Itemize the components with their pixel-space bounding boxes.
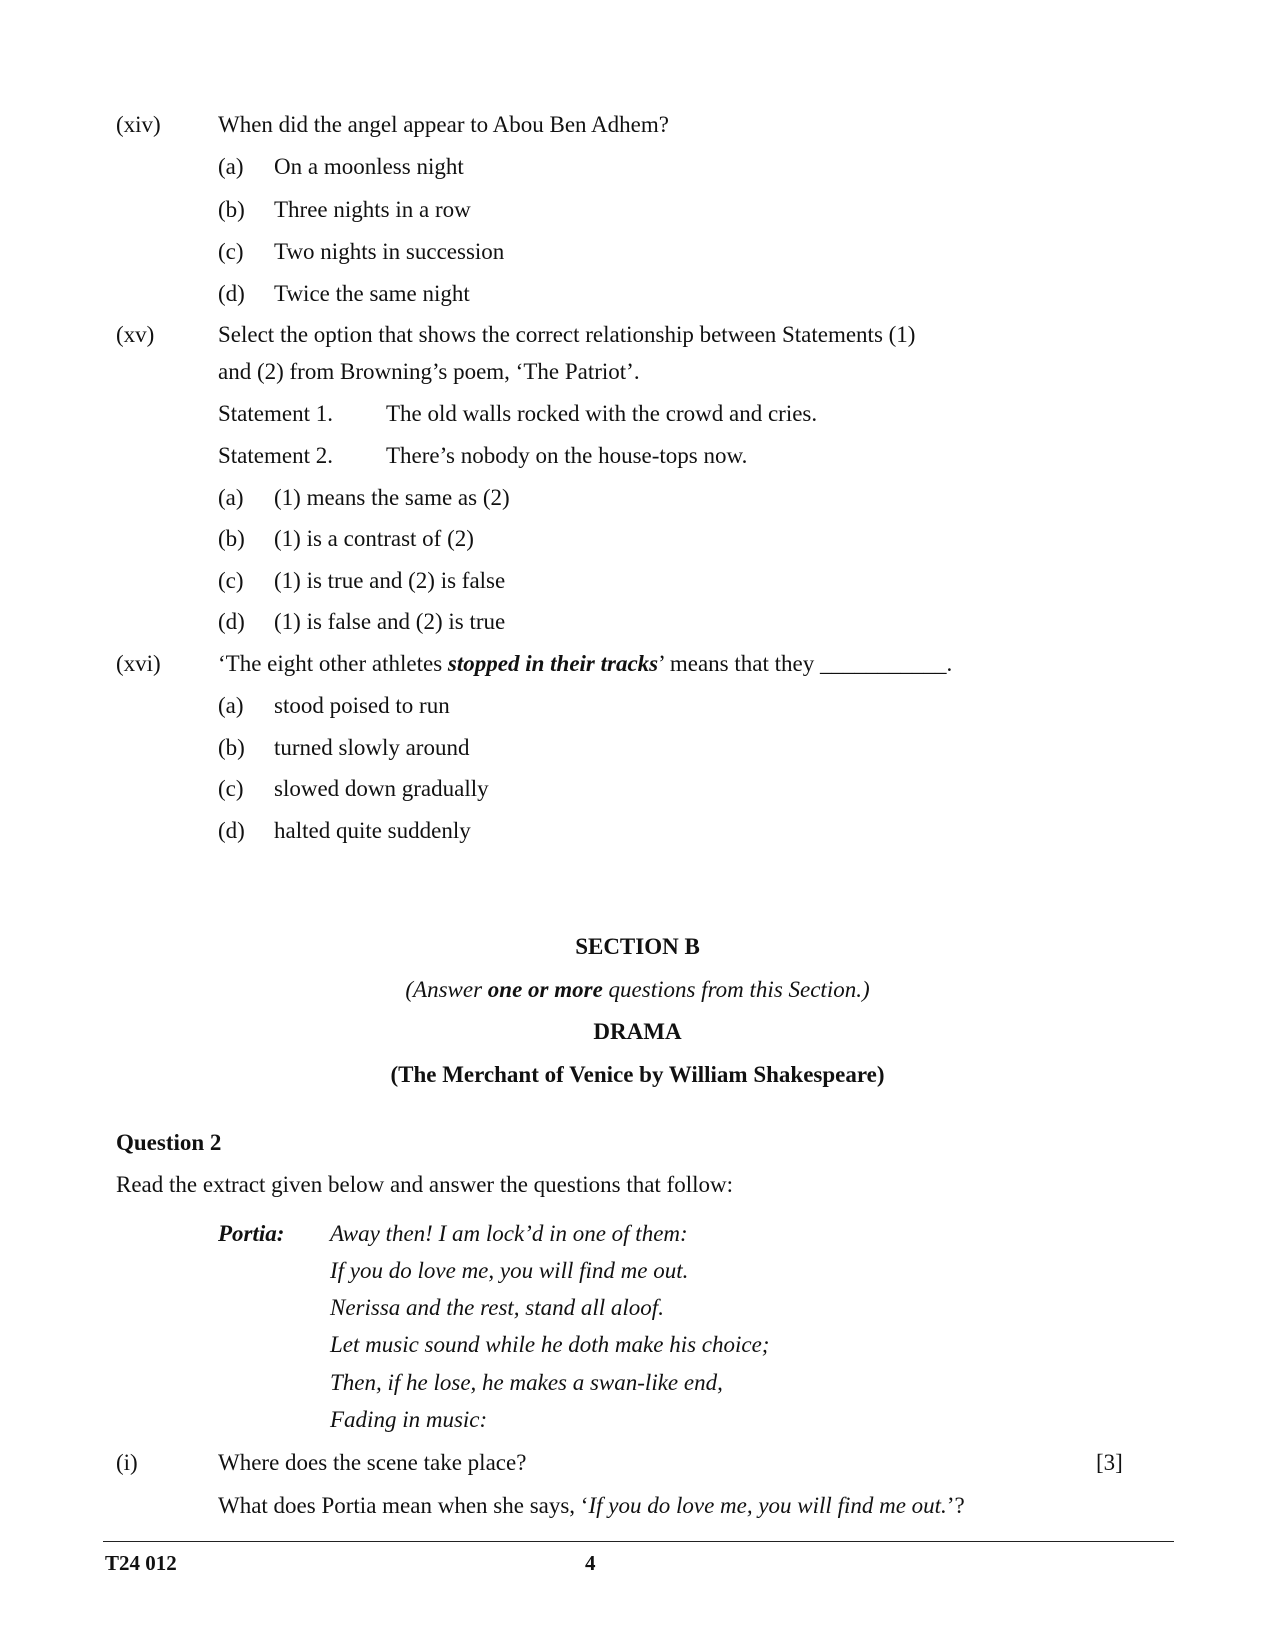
instruction-emphasis: one or more [487,977,603,1002]
option-label: (b) [218,197,245,222]
question-number: (xvi) [116,651,161,676]
sub-question-text-end: ’? [946,1493,965,1518]
question-stem-continued: and (2) from Browning’s poem, ‘The Patriot’. [218,359,640,384]
instruction-text-end: questions from this Section.) [602,977,870,1002]
option-text: slowed down gradually [274,776,489,801]
option-label: (c) [218,568,244,593]
question-stem: When did the angel appear to Abou Ben Adhem? [218,112,669,137]
work-heading: (The Merchant of Venice by William Shakespeare) [390,1062,885,1087]
question-title: Question 2 [116,1130,222,1155]
footer-rule [103,1541,1174,1542]
option-label: (c) [218,239,244,264]
extract-line: Let music sound while he doth make his choice; [330,1332,770,1357]
question-number: (xv) [116,322,155,347]
option-text: (1) is true and (2) is false [274,568,506,593]
paper-code: T24 012 [105,1551,177,1575]
option-text: halted quite suddenly [274,818,471,843]
instruction-text: (Answer [405,977,488,1002]
stem-text: ‘The eight other athletes [218,651,448,676]
option-text: stood poised to run [274,693,450,718]
option-text: (1) means the same as (2) [274,485,510,510]
question-number: (xiv) [116,112,161,137]
option-label: (d) [218,818,245,843]
option-label: (d) [218,609,245,634]
extract-line: Nerissa and the rest, stand all aloof. [330,1295,664,1320]
statement-text: The old walls rocked with the crowd and cries. [386,401,818,426]
extract-line: Fading in music: [330,1407,488,1432]
option-label: (a) [218,693,244,718]
sub-question-text: Where does the scene take place? [218,1450,527,1475]
option-text: (1) is a contrast of (2) [274,526,474,551]
statement-label: Statement 1. [218,401,333,426]
option-text: turned slowly around [274,735,470,760]
quoted-line: If you do love me, you will find me out. [588,1493,947,1518]
option-label: (a) [218,485,244,510]
stem-text-end: ’ means that they ___________. [658,651,953,676]
statement-label: Statement 2. [218,443,333,468]
stem-emphasis: stopped in their tracks [447,651,659,676]
sub-question-text [218,1494,965,1517]
question-stem [218,652,952,675]
extract-line: If you do love me, you will find me out. [330,1258,689,1283]
option-text: Twice the same night [274,281,470,306]
option-label: (b) [218,735,245,760]
option-text: (1) is false and (2) is true [274,609,506,634]
marks-label: [3] [1096,1450,1123,1475]
question-stem: Select the option that shows the correct relationship between Statements (1) [218,322,916,347]
option-label: (a) [218,154,244,179]
option-label: (b) [218,526,245,551]
option-text: Three nights in a row [274,197,471,222]
sub-question-number: (i) [116,1450,138,1475]
extract-line: Away then! I am lock’d in one of them: [330,1221,688,1246]
option-text: On a moonless night [274,154,464,179]
statement-text: There’s nobody on the house-tops now. [386,443,748,468]
sub-question-text-start: What does Portia mean when she says, ‘ [218,1493,589,1518]
extract-line: Then, if he lose, he makes a swan-like end, [330,1370,723,1395]
page-number: 4 [585,1551,596,1575]
option-label: (c) [218,776,244,801]
speaker-name: Portia: [218,1221,285,1246]
option-text: Two nights in succession [274,239,505,264]
section-instruction [0,978,1275,1001]
section-title: SECTION B [575,934,700,959]
question-intro: Read the extract given below and answer the questions that follow: [116,1172,733,1197]
option-label: (d) [218,281,245,306]
genre-heading: DRAMA [593,1019,682,1044]
